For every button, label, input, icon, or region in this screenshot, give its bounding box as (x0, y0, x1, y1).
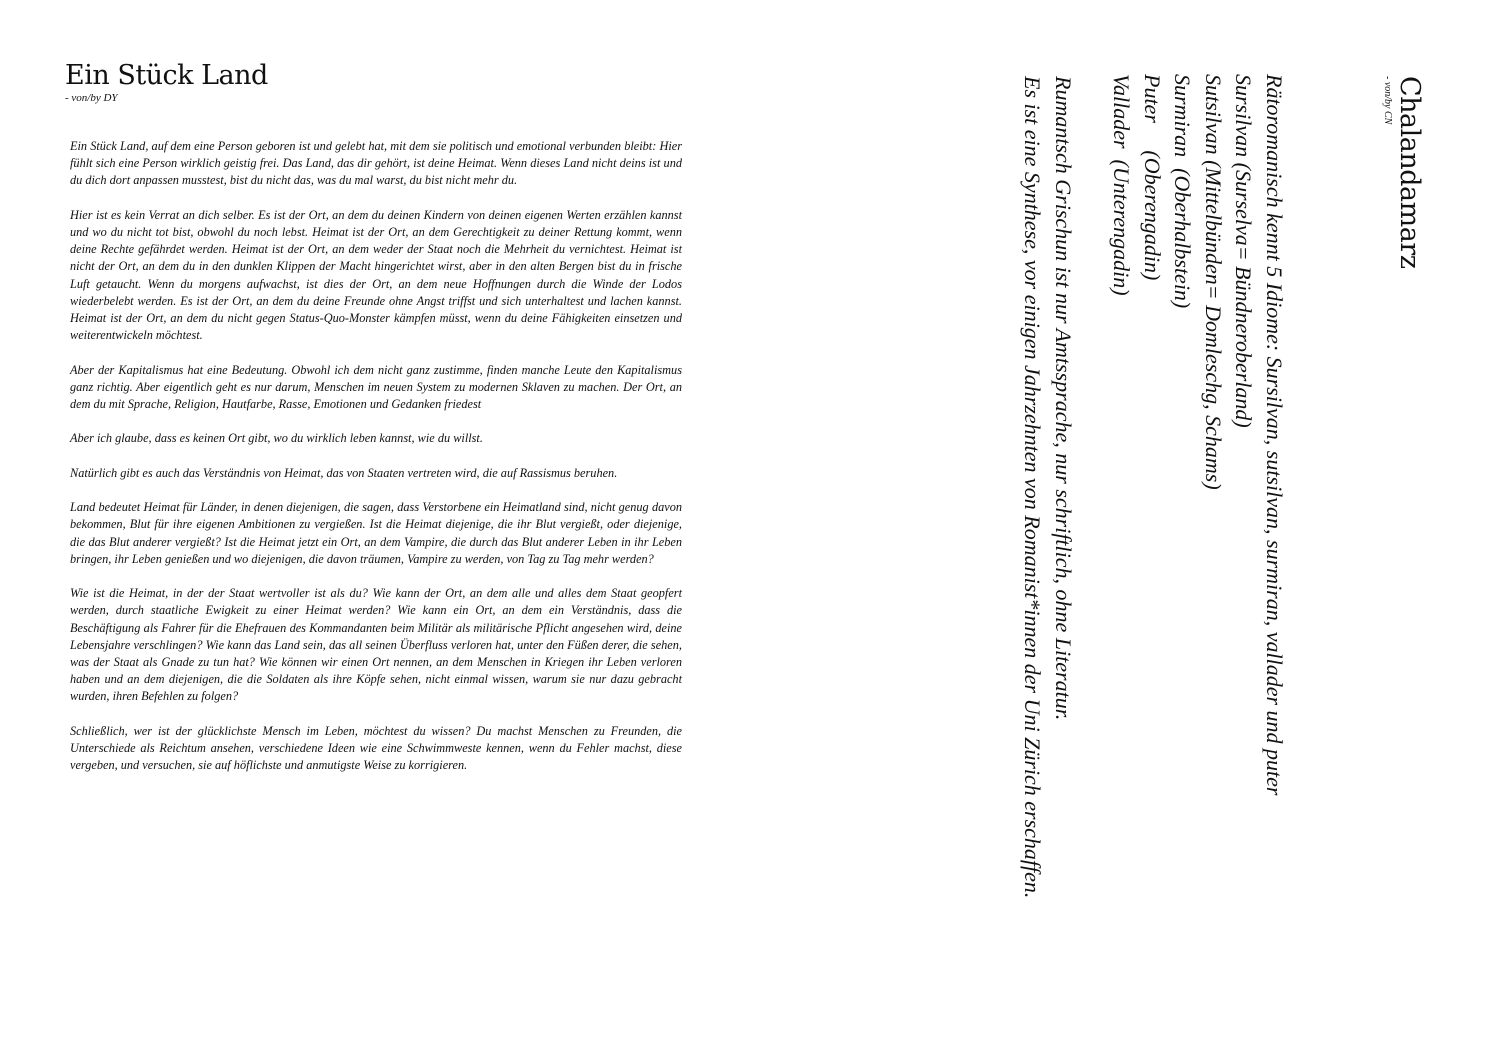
left-page-title: Ein Stück Land (65, 60, 268, 91)
essay-paragraph: Land bedeutet Heimat für Länder, in denen diejenigen, die sagen, dass Verstorbene ein Heimatland sind, nicht genug davon bekommen, Blut für ihre eigenen Ambitionen zu vergießen. Ist die Heimat diejenige, die ihr Blut vergießt, oder diejenige, die das Blut anderer vergießt? Ist die Heimat jetzt ein Ort, an dem Vampire, die durch das Blut anderer Leben in ihr Leben bringen, ihr Leben genießen und wo diejenigen, die davon träumen, Vampire zu werden, von Tag zu Tag mehr werden? (70, 500, 682, 566)
essay-paragraph: Ein Stück Land, auf dem eine Person geboren ist und gelebt hat, mit dem sie politisch und emotional verbunden bleibt: Hier fühlt sich eine Person wirklich geistig frei. Das Land, das dir gehört, ist deine Heimat. Wenn dieses Land nicht deins ist und du dich dort anpassen musstest, bist du nicht das, was du mal warst, du bist nicht mehr du. (70, 139, 682, 188)
idiom-surmiran-line: Surmiran (Oberhalbstein) (1170, 74, 1195, 309)
essay-body (70, 138, 682, 792)
essay-paragraph: Natürlich gibt es auch das Verständnis von Heimat, das von Staaten vertreten wird, die auf Rassismus beruhen. (70, 465, 618, 480)
left-page-byline: - von/by DY (65, 92, 118, 104)
idiom-vallader-line: Vallader (Unterengadin) (1109, 74, 1134, 296)
idiom-puter-line: Puter (Oberengadin) (1140, 74, 1165, 281)
essay-paragraph: Hier ist es kein Verrat an dich selber. Es ist der Ort, an dem du deinen Kindern von deinen eigenen Werten erzählen kannst und wo du nicht tot bist, obwohl du noch lebst. Heimat ist der Ort, an dem Gerechtigkeit zu deiner Rettung kommt, wenn deine Rechte gefährdet werden. Heimat ist der Ort, an dem weder der Staat noch die Mehrheit du vernichtest. Heimat ist nicht der Ort, an dem du in den dunklen Klippen der Macht hingerichtet wirst, aber in den alten Bergen bist du in frische Luft getaucht. Wenn du morgens aufwachst, ist dies der Ort, an dem neue Hoffnungen durch die Winde der Lodos wiederbelebt werden. Es ist der Ort, an dem du deine Freunde ohne Angst triffst und sich unterhaltest und lachen kannst. Heimat ist der Ort, an dem du nicht gegen Status-Quo-Monster kämpfen müsst, wenn du deine Fähigkeiten einsetzen und weiterentwickeln möchtest. (70, 207, 682, 343)
essay-paragraph: Aber der Kapitalismus hat eine Bedeutung. Obwohl ich dem nicht ganz zustimme, finden manche Leute den Kapitalismus ganz richtig. Aber eigentlich geht es nur darum, Menschen im neuen System zu modernen Sklaven zu machen. Der Ort, an dem du mit Sprache, Religion, Hautfarbe, Rasse, Emotionen und Gedanken friedest (70, 362, 682, 412)
statement-line-2: Es ist eine Synthese, vor einigen Jahrzehnten von Romanist*innen der Uni Zürich erschaffen. (1020, 76, 1045, 899)
right-page-byline: - von/by CN (1382, 76, 1393, 125)
essay-paragraph: Aber ich glaube, dass es keinen Ort gibt, wo du wirklich leben kannst, wie du willst. (70, 431, 483, 446)
essay-paragraph: Wie ist die Heimat, in der der Staat wertvoller ist als du? Wie kann der Ort, an dem alle und alles dem Staat geopfert werden, durch staatliche Ewigkeit zu einer Heimat werden? Wie kann ein Ort, an dem ein Verständnis, dass die Beschäftigung als Fahrer für die Ehefrauen des Kommandanten beim Militär als militärische Pflicht angesehen wird, deine Lebensjahre verschlingen? Wie kann das Land sein, das all seinen Überfluss verloren hat, unter den Füßen derer, die sehen, was der Staat als Gnade zu tun hat? Wie können wir einen Ort nennen, an dem Menschen in Kriegen ihr Leben verloren haben und an dem diejenigen, die die Soldaten als ihre Köpfe sehen, nicht einmal wissen, warum sie nur dazu gebracht wurden, ihren Befehlen zu folgen? (70, 586, 682, 704)
idiom-sutsilvan-line: Sutsilvan (Mittelbünden= Domleschg, Schams) (1201, 74, 1226, 490)
idiom-sursilvan-line: Sursilvan (Surselva= Bündneroberland) (1231, 74, 1256, 428)
essay-paragraph: Schließlich, wer ist der glücklichste Mensch im Leben, möchtest du wissen? Du machst Menschen zu Freunden, die Unterschiede als Reichtum ansehen, verschiedene Ideen wie eine Schwimmweste kennen, wenn du Fehler machst, diese vergeben, und versuchen, sie auf höflichste und anmutigste Weise zu korrigieren. (70, 723, 682, 773)
idioms-intro-line: Rätoromanisch kennt 5 Idiome: Sursilvan, sutsilvan, surmiran, vallader und puter (1262, 74, 1287, 796)
right-page-title: Chalandamarz (1394, 76, 1425, 269)
statement-line-1: Rumantsch Grischun ist nur Amtssprache, nur schriftlich, ohne Literatur. (1051, 76, 1076, 721)
